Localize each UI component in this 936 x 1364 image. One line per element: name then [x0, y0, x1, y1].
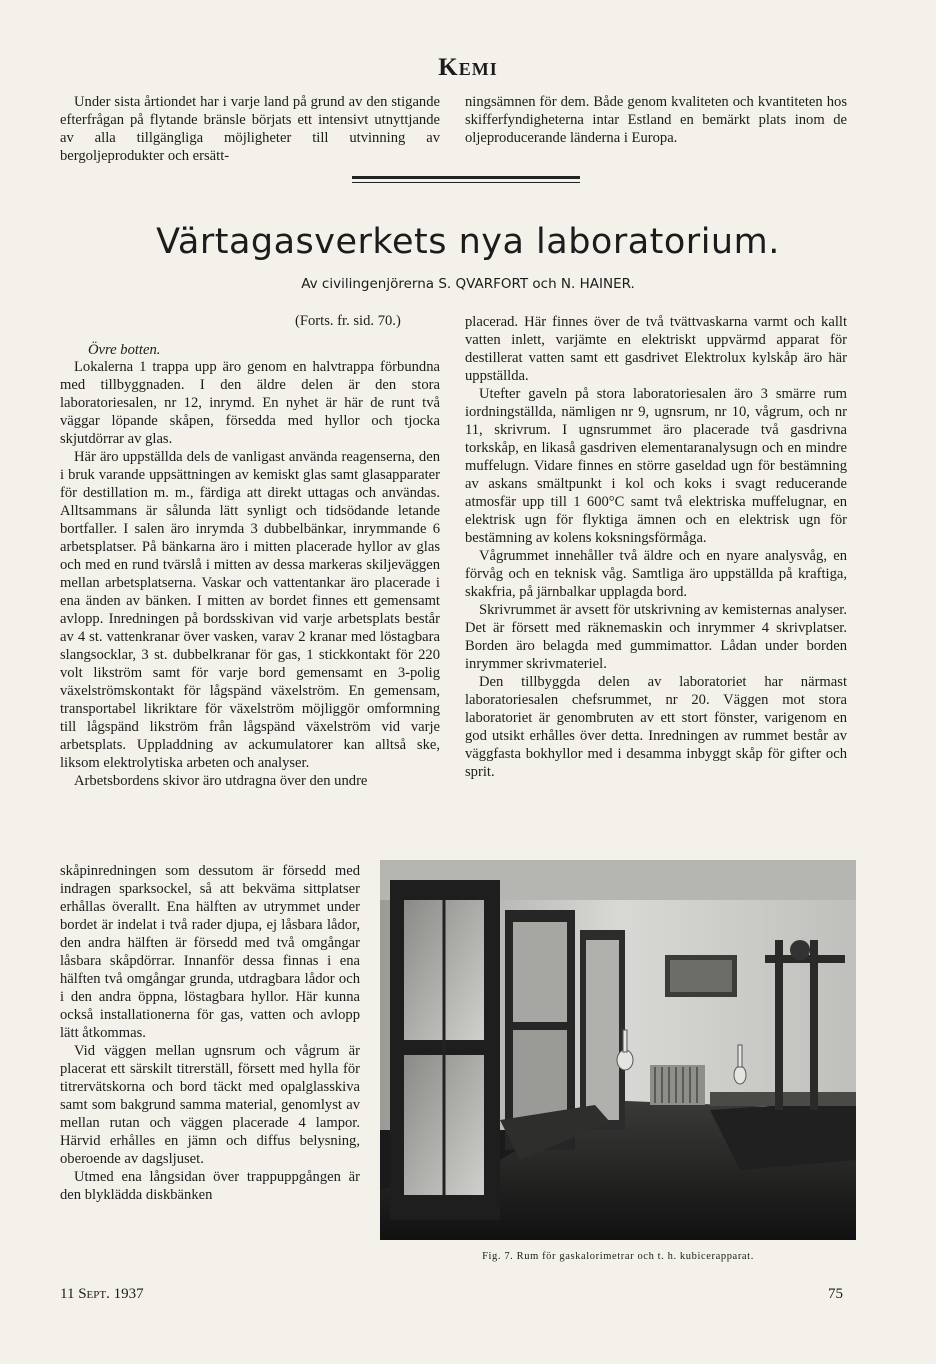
- intro-text-right: [465, 93, 847, 147]
- article-subheading: Övre botten.: [88, 342, 161, 358]
- issue-date-year: 1937: [113, 1286, 144, 1302]
- article-paragraph: placerad. Här finnes över de två tvättvaskarna varmt och kallt vatten inlett, varjämte en elektriskt uppvärmd apparat för destillerat vatten samt ett gasdrivet Elektrolux kylskåp äro här uppställda.: [465, 314, 847, 384]
- article-column-left-narrow: [60, 862, 360, 1204]
- article-paragraph: Den tillbyggda delen av laboratoriet har närmast laboratoriesalen chefsrummet, nr 20. Väggen mot stora laboratoriet är genombruten av ett stort fönster, varigenom en god utsikt erhålles över detta. Inredningen av rummet består av väggfasta bokhyllor med i desamma inbyggt skåp för gifter och sprit.: [465, 674, 847, 780]
- article-paragraph: skåpinredningen som dessutom är försedd med indragen sparksockel, så att bekväma sittplatser erhållas överallt. Ena hälften av utrymmet under bordet är indelat i två rader djupa, ej låsbara lådor, den andra hälften är försedd med två omgångar låsbara skåpdörrar. Innanför dessa finnas i ena hälften två omgångar grunda, utdragbara lådor och i den andra öppna, löstagbara hyllor. Här kunna också installationerna för gas, vatten och avlopp lätt åtkommas.: [60, 863, 360, 1041]
- article-paragraph: Lokalerna 1 trappa upp äro genom en halvtrappa förbundna med tillbyggnaden. I den äldre delen är den stora laboratoriesalen, nr 12, inrymd. En nyhet är här de runt två väggar löpande skåpen, försedda med hyllor och tjocka skjutdörrar av glas.: [60, 359, 440, 447]
- article-paragraph: Vid väggen mellan ugnsrum och vågrum är placerat ett särskilt titrerställ, försett med hylla för titrervätskorna och bord täckt med opalglasskiva samt som bakgrund samma material, genomlyst av mellan rutan och väggen placerade 4 lampor. Härvid erhålles en jämn och diffus belysning, oberoende av dagsljuset.: [60, 1043, 360, 1167]
- article-paragraph: Utefter gaveln på stora laboratoriesalen äro 3 smärre rum iordningställda, nämligen nr 9, ugnsrum, nr 10, vågrum, och nr 11, skrivrum. I ugnsrummet äro placerade två gasdrivna torkskåp, en likaså gasdriven elementaranalysugn och en mindre muffelugn. Vidare finnes en större gaseldad ugn för bestämning av askans smältpunkt i kol och koks i svagt reducerande atmosfär upp till 1 600°C samt två elektriska muffelugnar, en elektrisk ugn för flyktiga ämnen och en elektrisk ugn för bestämning av kolens koksningsförmåga.: [465, 386, 847, 546]
- article-paragraph: Arbetsbordens skivor äro utdragna över den undre: [74, 773, 368, 789]
- article-paragraph: Skrivrummet är avsett för utskrivning av kemisternas analyser. Det är försett med räknemaskin och inrymmer 4 skrivplatser. Borden äro belagda med gummimattor. Lådan under borden inrymmer skrivmateriel.: [465, 602, 847, 672]
- article-byline: Av civilingenjörerna S. QVARFORT och N. HAINER.: [301, 276, 635, 292]
- article-title: Värtagasverkets nya laboratorium.: [156, 222, 780, 262]
- figure-caption: Fig. 7. Rum för gaskalorimetrar och t. h. kubicerapparat.: [482, 1251, 754, 1262]
- article-column-left: [60, 358, 440, 790]
- article-paragraph: Vågrummet innehåller två äldre och en nyare analysvåg, en förvåg och en teknisk våg. Samtliga äro uppställda på kraftiga, skakfria, på järnbalkar upplagda bord.: [465, 548, 847, 600]
- continued-note: (Forts. fr. sid. 70.): [295, 313, 401, 329]
- section-title: Kemi: [438, 54, 498, 81]
- laboratory-photo: [380, 860, 856, 1240]
- issue-date-day: 11: [60, 1286, 75, 1302]
- section-divider: [352, 176, 580, 183]
- article-column-right: [465, 313, 847, 781]
- page-number: 75: [828, 1286, 843, 1302]
- intro-paragraph-left: Under sista årtiondet har i varje land på grund av den stigande efterfrågan på flytande bränsle börjats ett intensivt utnyttjande av alla tillgängliga möjligheter till utvinning av bergoljeprodukter och ersätt-: [60, 94, 440, 164]
- article-paragraph: Utmed ena långsidan över trappuppgången är den blyklädda diskbänken: [60, 1169, 360, 1203]
- issue-date-month: Sept.: [78, 1286, 110, 1302]
- issue-date: [60, 1286, 144, 1303]
- intro-paragraph-right: ningsämnen för dem. Både genom kvaliteten och kvantiteten hos skifferfyndigheterna intar Estland en bemärkt plats inom de oljeproducerande länderna i Europa.: [465, 94, 847, 146]
- article-paragraph: Här äro uppställda dels de vanligast använda reagenserna, den i bruk varande uppsättningen av kemiskt glas samt glasapparater för destillation m. m., färdiga att direkt uttagas och användas. Alltsammans är sålunda lätt synligt och tidsödande letande bortfaller. I salen äro inrymda 3 dubbelbänkar, inrymmande 6 arbetsplatser. På bänkarna äro i mitten placerade hyllor av glas och med en rund tvärslå i mitten av dessa markeras skiljeväggen mellan arbetsplatserna. Vaskar och vattentankar äro placerade i ena änden av bänken. I mitten av bordet finnes ett gemensamt avlopp. Inredningen på bordsskivan vid varje arbetsplats består av 4 st. vattenkranar över vasken, varav 2 kranar med löstagbara slangsocklar, 3 st. dubbelkranar för gas, 1 stickkontakt för 220 volt likström samt för varje bord gemensamt en 3-polig växelströmskontakt för lågspänd växelström. En gemensam, transportabel likriktare för växelström möjliggör omformning till lågspänd likström från lågspänd växelström vid varje arbetsplats. Uppladdning av ackumulatorer kan alltså ske, liksom elektrolytiska arbeten och analyser.: [60, 449, 440, 771]
- intro-text-left: [60, 93, 440, 165]
